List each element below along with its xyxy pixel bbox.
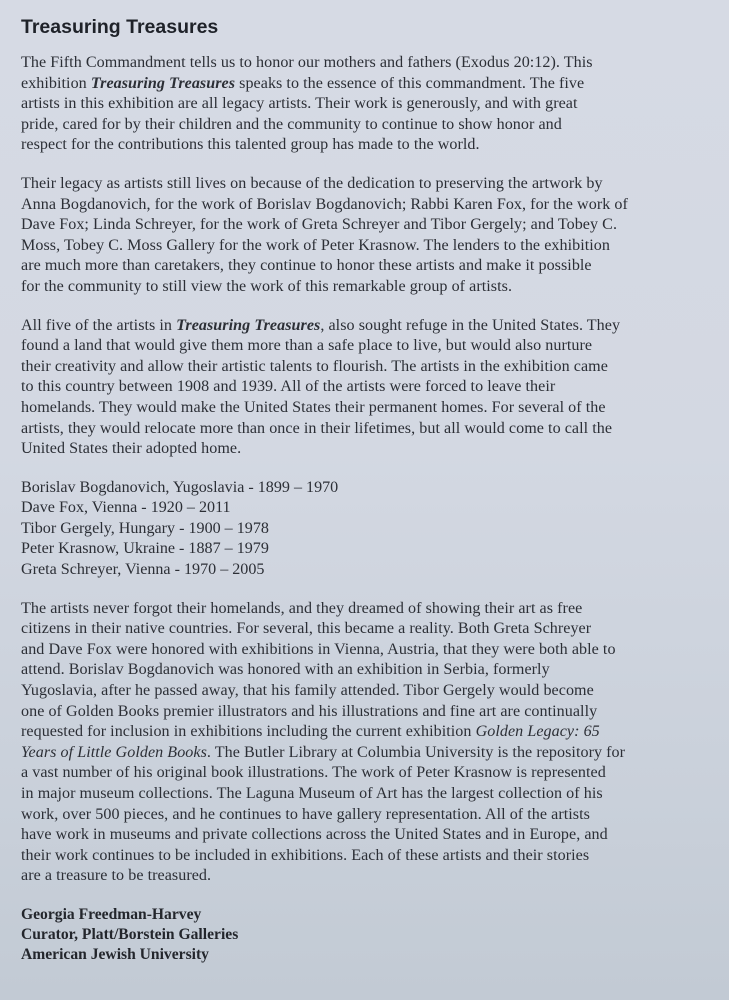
text-fragment: All five of the artists in — [21, 316, 177, 334]
text-line: The Fifth Commandment tells us to honor our mothers and fathers (Exodus 20:12). This — [21, 54, 593, 71]
text-line: respect for the contributions this talented group has made to the world. — [21, 136, 480, 154]
text-line: to this country between 1908 and 1939. All of the artists were forced to leave their — [21, 378, 556, 396]
text-line: are a treasure to be treasured. — [21, 867, 212, 885]
emphasized-title: Golden Legacy: 65 — [475, 723, 600, 741]
text-fragment: , also sought refuge in the United States. They — [320, 316, 621, 334]
text-line: Anna Bogdanovich, for the work of Borislav Bogdanovich; Rabbi Karen Fox, for the work of — [21, 195, 628, 213]
text-line: artists in this exhibition are all legacy artists. Their work is generously, and with great — [21, 95, 578, 113]
text-line: artists, they would relocate more than once in their lifetimes, but all would come to call the — [21, 419, 613, 437]
text-line: in major museum collections. The Laguna Museum of Art has the largest collection of his — [21, 785, 603, 802]
signature-block — [21, 905, 709, 966]
text-line: work, over 500 pieces, and he continues to have gallery representation. All of the artists — [21, 805, 590, 823]
artist-list — [21, 478, 709, 581]
text-line: for the community to still view the work of this remarkable group of artists. — [21, 277, 513, 295]
artist-entry: Dave Fox, Vienna - 1920 – 2011 — [21, 499, 231, 517]
placard-title: Treasuring Treasures — [21, 16, 219, 38]
text-line: have work in museums and private collections across the United States and in Europe, and — [21, 826, 608, 844]
text-line: pride, cared for by their children and the community to continue to show honor and — [21, 115, 562, 133]
text-line: attend. Borislav Bogdanovich was honored with an exhibition in Serbia, formerly — [21, 661, 550, 679]
emphasized-title: Years of Little Golden Books — [21, 743, 207, 761]
curator-name: Georgia Freedman-Harvey — [21, 905, 202, 923]
text-line — [21, 74, 709, 95]
text-line: Moss, Tobey C. Moss Gallery for the work of Peter Krasnow. The lenders to the exhibition — [21, 236, 610, 254]
curator-role: Curator, Platt/Borstein Galleries — [21, 926, 239, 944]
text-line: citizens in their native countries. For several, this became a reality. Both Greta Schreyer — [21, 620, 592, 638]
text-line: Their legacy as artists still lives on because of the dedication to preserving the artwork by — [21, 174, 603, 192]
text-line: Yugoslavia, after he passed away, that his family attended. Tibor Gergely would become — [21, 682, 594, 700]
text-line: Dave Fox; Linda Schreyer, for the work of Greta Schreyer and Tibor Gergely; and Tobey C. — [21, 216, 618, 234]
artist-entry: Peter Krasnow, Ukraine - 1887 – 1979 — [21, 540, 269, 558]
text-fragment: exhibition — [21, 74, 91, 92]
text-fragment: speaks to the essence of this commandment. The five — [235, 74, 585, 92]
paragraph-4 — [21, 599, 709, 887]
text-line: one of Golden Books premier illustrators and his illustrations and fine art are continually — [21, 702, 598, 720]
text-line: a vast number of his original book illustrations. The work of Peter Krasnow is represented — [21, 764, 606, 782]
artist-entry: Greta Schreyer, Vienna - 1970 – 2005 — [21, 561, 265, 579]
text-line: and Dave Fox were honored with exhibitions in Vienna, Austria, that they were both able to — [21, 640, 616, 658]
text-line: are much more than caretakers, they continue to honor these artists and make it possible — [21, 257, 592, 275]
text-fragment: requested for inclusion in exhibitions including the current exhibition — [21, 723, 476, 741]
text-line: United States their adopted home. — [21, 440, 242, 458]
text-fragment: . The Butler Library at Columbia University is the repository for — [206, 743, 626, 761]
emphasized-title: Treasuring Treasures — [90, 74, 236, 92]
paragraph-1 — [21, 53, 709, 156]
text-line — [21, 316, 709, 337]
curator-organization: American Jewish University — [21, 946, 209, 964]
text-line: their creativity and allow their artistic talents to flourish. The artists in the exhibition came — [21, 357, 608, 375]
text-line: their work continues to be included in exhibitions. Each of these artists and their stories — [21, 846, 590, 864]
text-line: found a land that would give them more than a safe place to live, but would also nurture — [21, 337, 593, 355]
artist-entry: Tibor Gergely, Hungary - 1900 – 1978 — [21, 519, 269, 537]
text-line — [21, 743, 709, 764]
emphasized-title: Treasuring Treasures — [176, 316, 321, 334]
text-line — [21, 722, 709, 743]
text-line: homelands. They would make the United States their permanent homes. For several of the — [21, 398, 606, 416]
artist-entry: Borislav Bogdanovich, Yugoslavia - 1899 – 1970 — [21, 478, 339, 496]
paragraph-2 — [21, 174, 709, 298]
text-line: The artists never forgot their homelands, and they dreamed of showing their art as free — [21, 599, 583, 617]
paragraph-3 — [21, 316, 709, 460]
